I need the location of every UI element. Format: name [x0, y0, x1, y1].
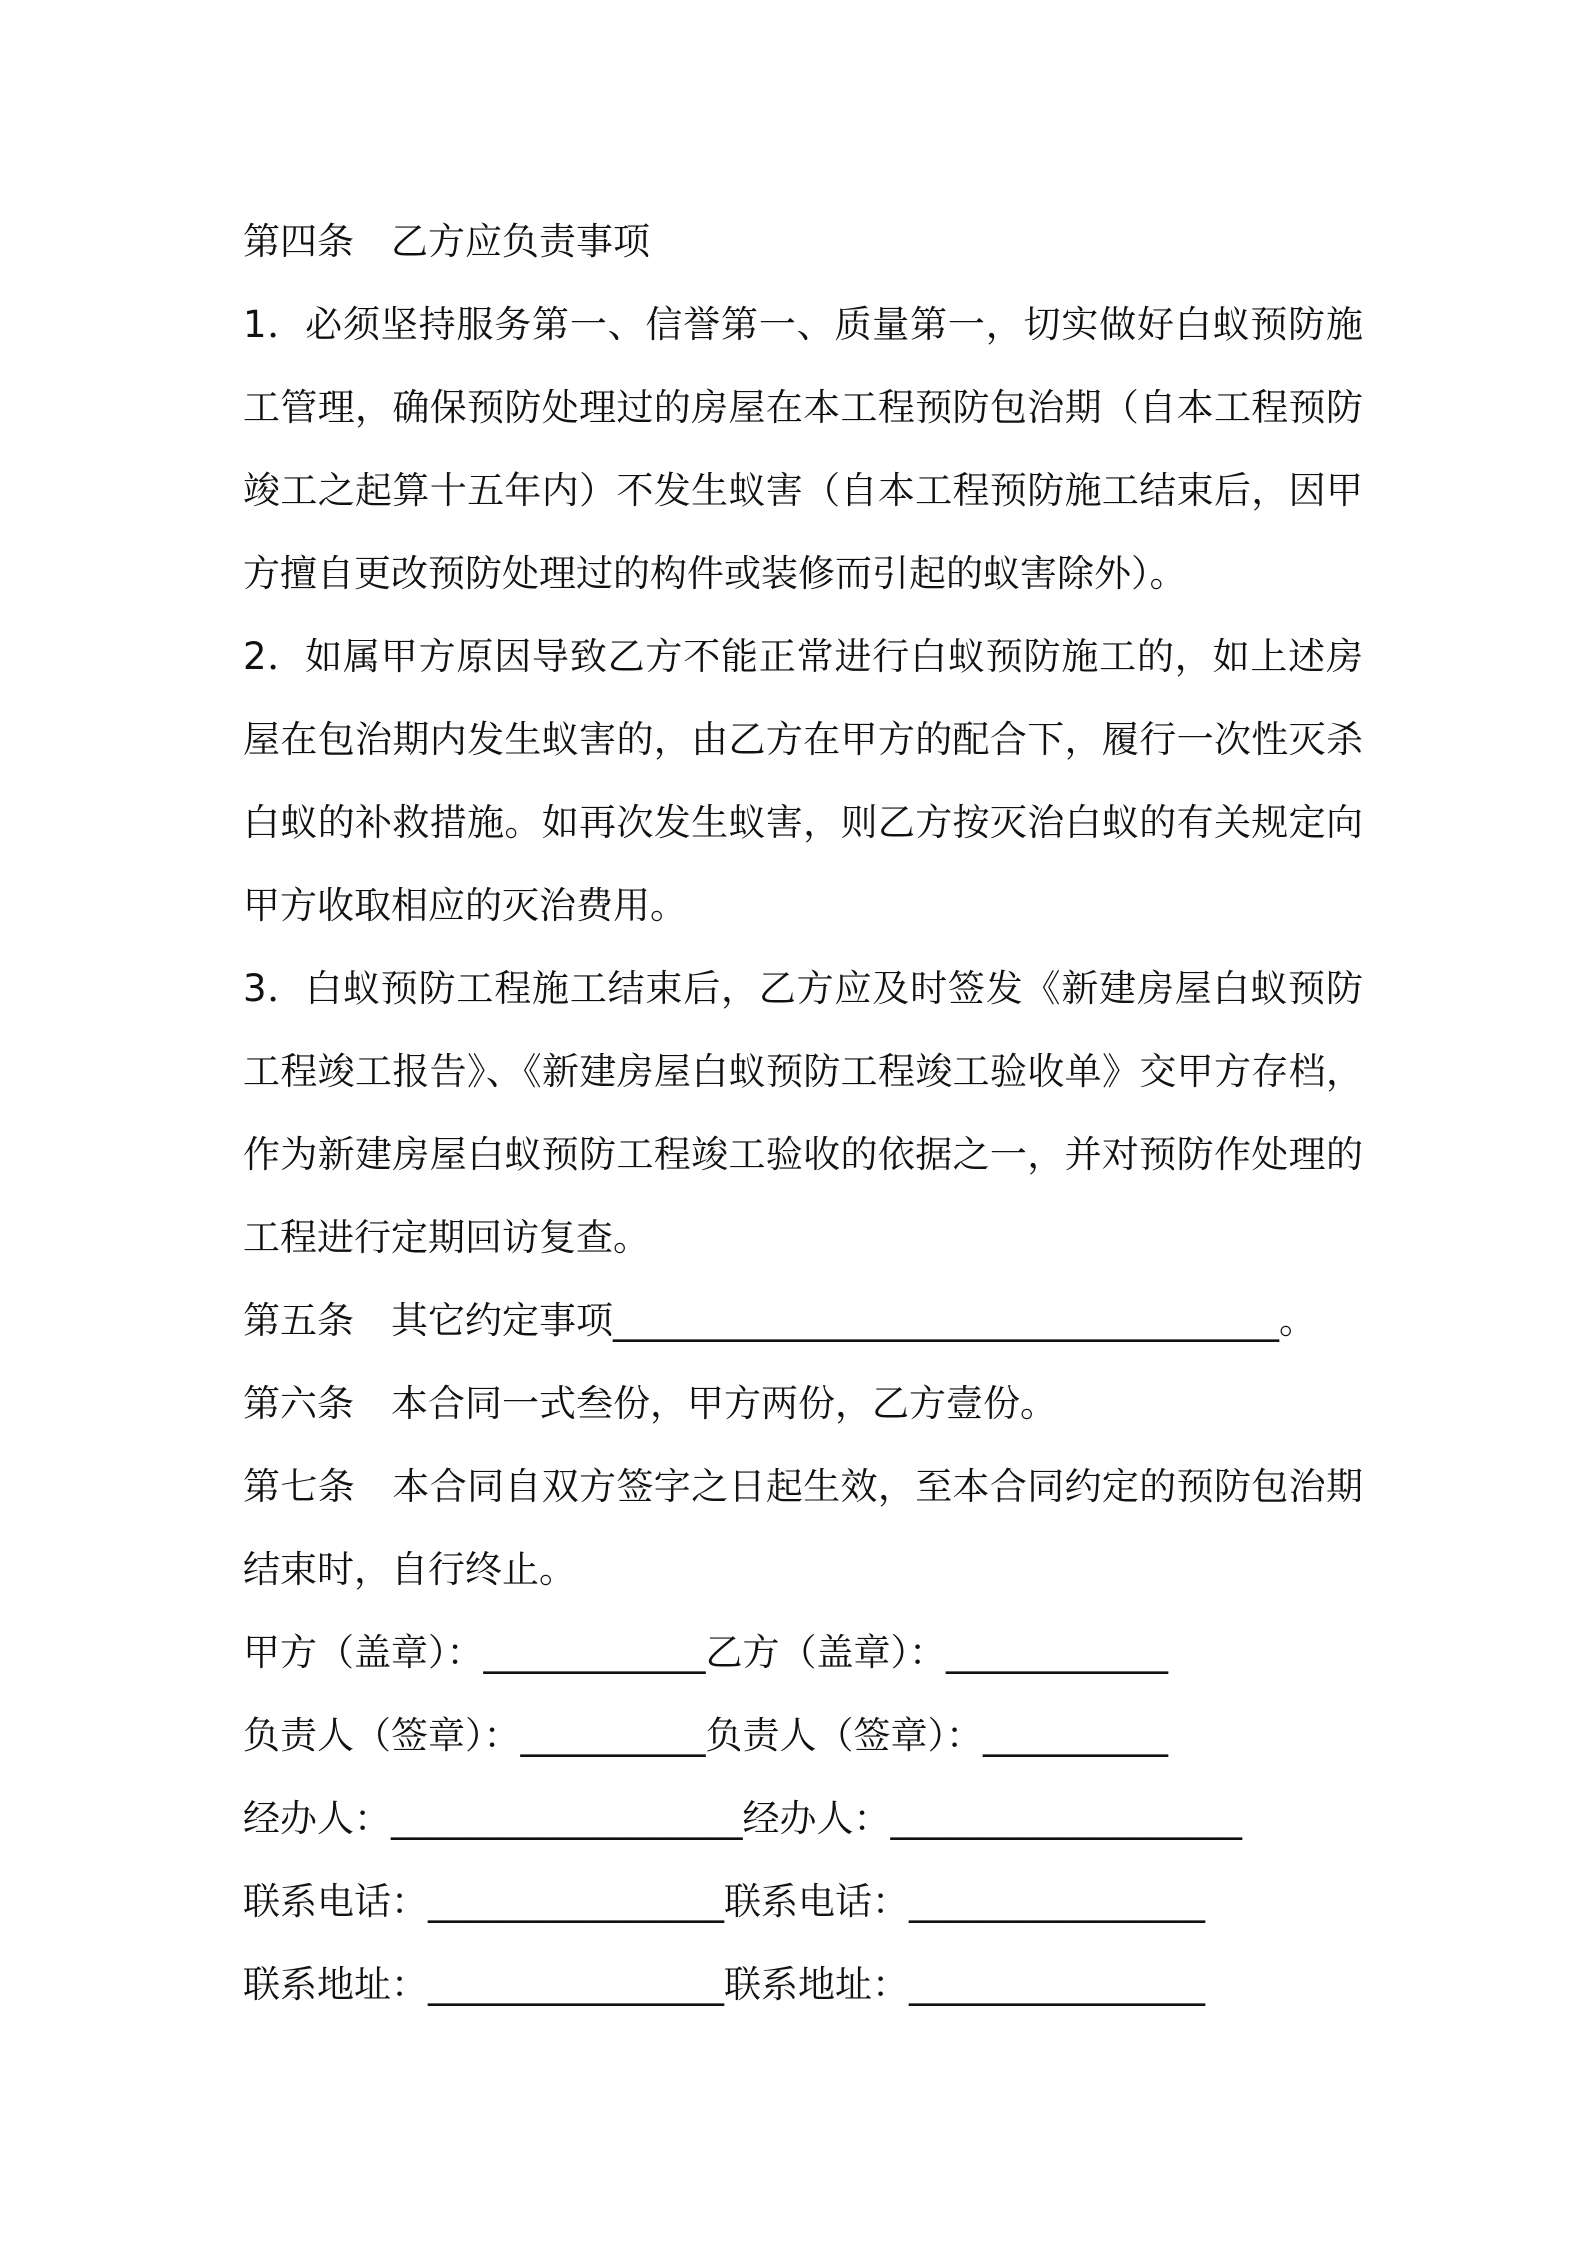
signature-responsible-row: 负责人（签章）：__________负责人（签章）：__________: [243, 1714, 1168, 1757]
article-5: 第五条 其它约定事项____________________________________。: [243, 1299, 1316, 1342]
signature-address-row: 联系地址：________________联系地址：________________: [243, 1963, 1205, 2006]
article-4-item-1: 1．必须坚持服务第一、信誉第一、质量第一，切实做好白蚁预防施工管理，确保预防处理过的房屋在本工程预防包治期（自本工程预防竣工之起算十五年内）不发生蚁害（自本工程预防施工结束后，因甲方擅自更改预防处理过的构件或装修而引起的蚁害除外）。: [243, 303, 1363, 595]
signature-phone-row: 联系电话：________________联系电话：________________: [243, 1880, 1205, 1923]
article-4-heading: 第四条 乙方应负责事项: [243, 220, 650, 263]
article-4-item-2: 2．如属甲方原因导致乙方不能正常进行白蚁预防施工的，如上述房屋在包治期内发生蚁害的，由乙方在甲方的配合下，履行一次性灭杀白蚁的补救措施。如再次发生蚁害，则乙方按灭治白蚁的有关规定向甲方收取相应的灭治费用。: [243, 635, 1363, 927]
signature-seal-row: 甲方（盖章）：____________乙方（盖章）：____________: [243, 1631, 1168, 1674]
contract-body: [243, 200, 1363, 2026]
article-6: 第六条 本合同一式叁份，甲方两份，乙方壹份。: [243, 1382, 1057, 1425]
article-4-item-3: 3．白蚁预防工程施工结束后，乙方应及时签发《新建房屋白蚁预防工程竣工报告》、《新建房屋白蚁预防工程竣工验收单》交甲方存档，作为新建房屋白蚁预防工程竣工验收的依据之一，并对预防作处理的工程进行定期回访复查。: [243, 967, 1363, 1259]
signature-handler-row: 经办人：___________________经办人：___________________: [243, 1797, 1242, 1840]
article-7: 第七条 本合同自双方签字之日起生效，至本合同约定的预防包治期结束时，自行终止。: [243, 1465, 1363, 1591]
